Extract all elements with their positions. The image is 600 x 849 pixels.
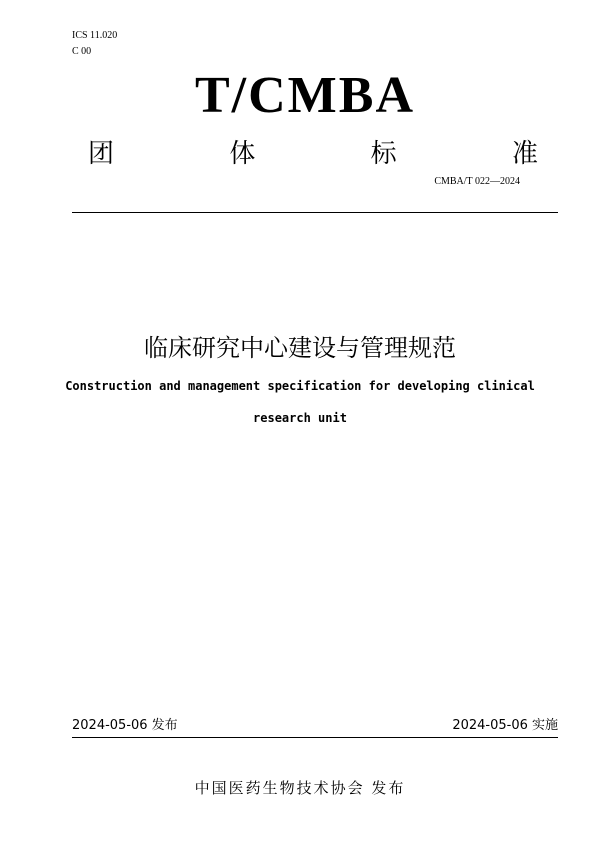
ics-code: ICS 11.020 [72, 30, 118, 41]
ccs-code: C 00 [72, 46, 92, 57]
standard-type-char: 体 [229, 139, 256, 169]
standard-logo: T/CMBA [195, 67, 415, 124]
implement-date: 2024-05-06 实施 [452, 718, 558, 733]
standard-type [88, 138, 538, 170]
standard-type-char: 标 [370, 139, 397, 169]
publish-date: 2024-05-06 发布 [72, 718, 178, 733]
document-title-english-line2: research unit [253, 411, 347, 425]
standard-number: CMBA/T 022—2024 [434, 176, 520, 187]
standard-type-char: 团 [88, 139, 115, 169]
document-title-english-line1: Construction and management specification for developing clinical [65, 379, 535, 393]
standard-type-char: 准 [511, 139, 538, 169]
header-divider [72, 212, 558, 213]
footer-divider [72, 737, 558, 738]
publisher: 中国医药生物技术协会 发布 [194, 779, 406, 797]
document-title-chinese: 临床研究中心建设与管理规范 [144, 334, 456, 362]
